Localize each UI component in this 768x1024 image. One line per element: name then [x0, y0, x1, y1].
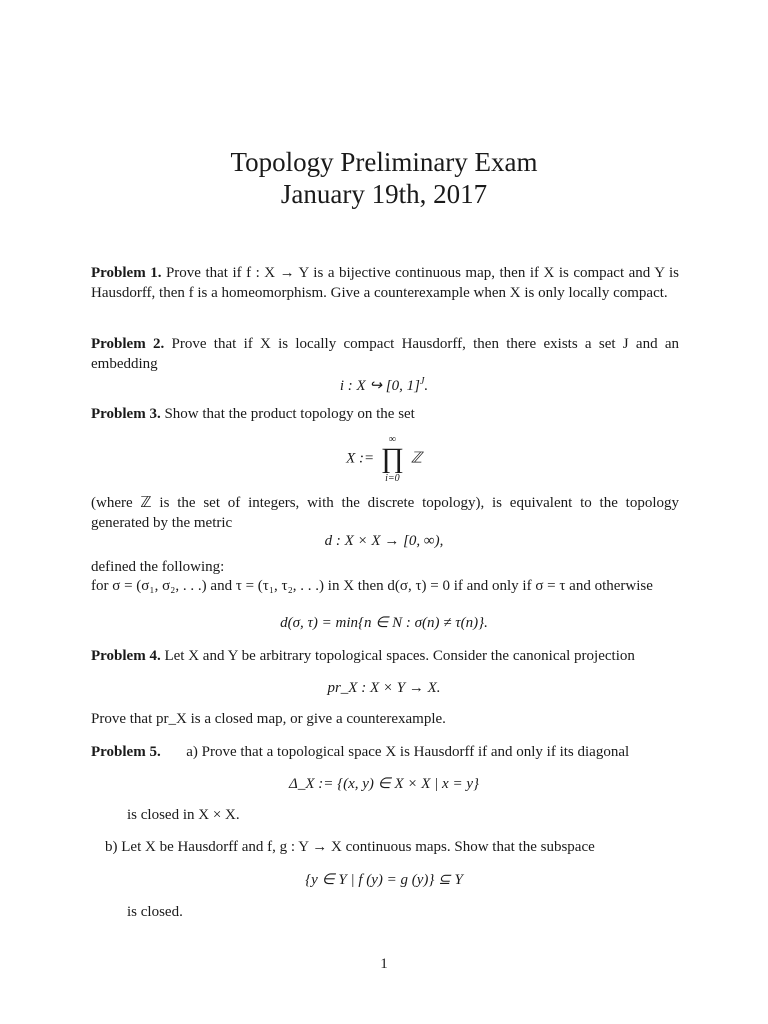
part-b-text-2: is closed.: [127, 904, 183, 920]
problem-1-text: Prove that if f : X → Y is a bijective continuous map, then if X is compact and Y is Hausdorff, then f is a homeomorphism. Give a counterexample when X is only locally compact.: [91, 265, 680, 301]
part-b-label: b): [105, 839, 118, 855]
product-upper-limit: ∞: [388, 434, 396, 445]
problem-3: [91, 405, 679, 425]
product-lower-limit: i=0: [385, 473, 400, 484]
part-a-text-2: is closed in X × X.: [127, 807, 240, 823]
metric-formula: d : X × X → [0, ∞),: [324, 533, 444, 549]
product-symbol: ∏: [380, 443, 404, 474]
exam-date: January 19th, 2017: [280, 179, 488, 209]
problem-3-label: Problem 3.: [91, 406, 161, 422]
diagonal-formula: Δ_X := {(x, y) ∈ X × X | x = y}: [289, 776, 479, 792]
equalizer-formula: {y ∈ Y | f (y) = g (y)} ⊆ Y: [305, 872, 463, 888]
problem-5: [91, 743, 679, 763]
product-rhs: ℤ: [410, 450, 422, 467]
product-operator: [381, 434, 404, 484]
problem-2: [91, 335, 679, 374]
page-number: 1: [380, 956, 388, 972]
problem-2-text: Prove that if X is locally compact Hausdorff, then there exists a set J and an embedding: [91, 336, 680, 372]
problem-1: [91, 264, 679, 303]
part-a-text: Prove that a topological space X is Hausdorff if and only if its diagonal: [201, 744, 630, 760]
problem-1-label: Problem 1.: [91, 265, 162, 281]
problem-4-label: Problem 4.: [91, 648, 161, 664]
exam-title: Topology Preliminary Exam: [230, 147, 538, 177]
embedding-formula-end: .: [424, 378, 429, 394]
product-lhs: X :=: [346, 450, 375, 467]
problem-4-text-2: Prove that pr_X is a closed map, or give a counterexample.: [91, 711, 446, 727]
problem-3-text-4: for σ = (σ₁, σ₂, . . .) and τ = (τ₁, τ₂, . . .) in X then d(σ, τ) = 0 if and only if σ = τ and otherwise: [91, 578, 653, 594]
problem-3-text: Show that the product topology on the set: [164, 406, 415, 422]
part-a-label: a): [186, 744, 198, 760]
problem-3-text-2: (where ℤ is the set of integers, with the discrete topology), is equivalent to the topology generated by the metric: [91, 495, 679, 531]
embedding-formula: i : X ↪ [0, 1]: [339, 378, 420, 394]
problem-3-text-3: defined the following:: [91, 559, 225, 575]
part-b: [105, 838, 679, 858]
embedding-exponent: J: [419, 376, 425, 387]
problem-4: [91, 647, 679, 667]
metric-definition: d(σ, τ) = min{n ∈ N : σ(n) ≠ τ(n)}.: [280, 615, 488, 631]
problem-5-label: Problem 5.: [91, 744, 161, 760]
projection-formula: pr_X : X × Y → X.: [327, 680, 441, 696]
problem-2-label: Problem 2.: [91, 336, 165, 352]
product-formula: [0, 434, 768, 484]
problem-4-text: Let X and Y be arbitrary topological spaces. Consider the canonical projection: [164, 648, 635, 664]
problem-2-formula: [0, 372, 768, 396]
part-b-text: Let X be Hausdorff and f, g : Y → X continuous maps. Show that the subspace: [121, 839, 595, 855]
